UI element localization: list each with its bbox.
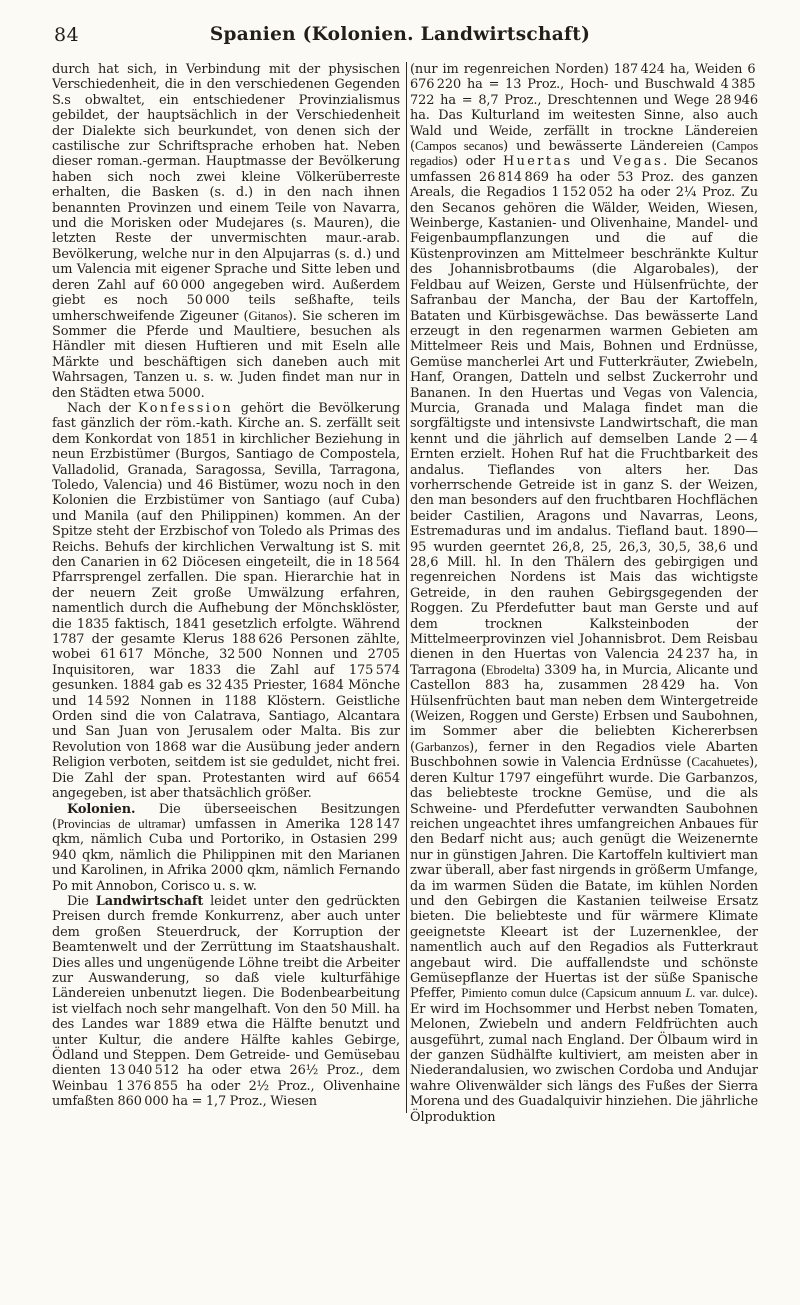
text-segment: Pimiento comun dulce (Capsicum annuum (461, 986, 686, 1001)
text-segment: ), ferner in den Regadios viele Abarten Buschbohnen sowie in Valencia Erdnüsse ( (410, 739, 758, 771)
right-column (410, 62, 758, 1125)
text-segment: var. dulce) (695, 986, 754, 1001)
text-segment: . Die Secanos umfassen 26 814 869 ha oder 53 Proz. des ganzen Areals, die Regadios 1 152 052 ha oder 2¼ Proz. Zu den Secanos gehören die Wälder, Weiden, Wiesen, Weinberge, Kastanien- und Olivenhaine, Mandel- und Feigenbaumpflanzungen und die auf die Küstenprovinzen am Mittelmeer beschränkte Kultur des Johannisbrotbaums (die Algarobales), der Feldbau auf Weizen, Gerste und Hülsenfrüchte, der Safranbau der Mancha, der Bau der Kartoffeln, Bataten und Kürbisgewächse. Das bewässerte Land erzeugt in den regenarmen warmen Gebieten am Mittelmeer Reis und Mais, Bohnen und Erdnüsse, Gemüse mancherlei Art und Futterkräuter, Zwiebeln, Hanf, Orangen, Datteln und selbst Zuckerrohr und Bananen. In den Huertas und Vegas von Valencia, Murcia, Granada und Malaga findet man die sorgfältigste und intensivste Landwirtschaft, die man kennt und die jährlich auf demselben Lande 2 — 4 Ernten erzielt. Hohen Ruf hat die Fruchtbarkeit des andalus. Tieflandes von alters her. Das vorherrschende Getreide ist in ganz S. der Weizen, den man besonders auf den fruchtbaren Hochflächen beider Castilien, Aragons und Navarras, Leons, Estremaduras und im andalus. Tiefland baut. 1890—95 wurden geerntet 26,8, 25, 26,3, 30,5, 38,6 und 28,6 Mill. hl. In den Thälern des gebirgigen und regenreichen Nordens ist Mais das wichtigste Getreide, in den rauhen Gebirgsgegenden der Roggen. Zu Pferdefutter baut man Gerste und auf dem trocknen Kalksteinboden der Mittelmeerprovinzen viel Johannisbrot. Dem Reisbau dienen in den Huertas von Valencia 24 237 ha, in Tarragona ( (410, 154, 758, 678)
text-segment: Kolonien. (67, 801, 136, 817)
text-segment: Gitanos (248, 308, 288, 323)
text-segment: ) 3309 ha, in Murcia, Alicante und Castellon 883 ha, zusammen 28 429 ha. Von Hülsenfrüchten baut man neben dem Wintergetreide (Weizen, Roggen und Gerste) Erbsen und Saubohnen, im Sommer aber die beliebten Kichererbsen ( (410, 662, 758, 755)
text-segment: Landwirtschaft (95, 893, 204, 909)
text-columns (0, 60, 800, 1125)
text-segment: und (572, 154, 613, 170)
text-segment: Die überseeischen Besitzungen ( (52, 801, 400, 832)
text-segment: gehört die Bevölkerung fast gänzlich der röm.-kath. Kirche an. S. zerfällt seit dem Konkordat von 1851 in kirchlicher Beziehung in neun Erzbistümer (Burgos, Santiago de Compostela, Valladolid, Granada, Saragossa, Sevilla, Tarragona, Toledo, Valencia) und 46 Bistümer, wozu noch in den Kolonien die Erzbistümer von Santiago (auf Cuba) und Manila (auf den Philippinen) kommen. An der Spitze steht der Erzbischof von Toledo als Primas des Reichs. Behufs der kirchlichen Verwaltung ist S. mit den Canarien in 62 Diöcesen eingeteilt, die in 18 564 Pfarrsprengel zerfallen. Die span. Hierarchie hat in der neuern Zeit große Umwälzung erfahren, namentlich durch die Aufhebung der Mönchsklöster, die 1835 faktisch, 1841 gesetzlich erfolgte. Während 1787 der gesamte Klerus 188 626 Personen zählte, wobei 61 617 Mönche, 32 500 Nonnen und 2705 Inquisitoren, war 1833 die Zahl auf 175 574 gesunken. 1884 gab es 32 435 Priester, 1684 Mönche und 14 592 Nonnen in 1188 Klöstern. Geistliche Orden sind die von Calatrava, Santiago, Alcantara und San Juan von Jerusalem oder Malta. Bis zur Revolution von 1868 war die Ausübung jeder andern Religion verboten, seitdem ist sie geduldet, nicht frei. Die Zahl der span. Protestanten wird auf 6654 angegeben, ist aber thatsächlich größer. (52, 400, 400, 802)
page-number: 84 (54, 24, 80, 46)
text-segment: Cacahuetes (691, 755, 750, 770)
paragraph (52, 802, 400, 894)
paragraph (52, 894, 400, 1110)
text-segment: ). Sie scheren im Sommer die Pferde und Maultiere, besuchen als Händler mit diesen Huftieren und mit Eseln alle Märkte und beschäftigen sich daneben auch mit Wahrsagen, Tanzen u. s. w. Juden findet man nur in den Städten etwa 5000. (52, 308, 400, 401)
text-segment: ) oder (452, 154, 503, 170)
text-segment: leidet unter den gedrückten Preisen durch fremde Konkurrenz, aber auch unter dem großen Steuerdruck, der Korruption der Beamtenwelt und der Zerrüttung im Staatshaushalt. Dies alles und ungenügende Löhne treibt die Arbeiter zur Auswanderung, so daß viele kulturfähige Ländereien unbenutzt liegen. Die Bodenbearbeitung ist vielfach noch sehr mangelhaft. Von den 50 Mill. ha des Landes war 1889 etwa die Hälfte benutzt und unter Kultur, die andere Hälfte kahles Gebirge, Ödland und Steppen. Dem Getreide- und Gemüsebau dienten 13 040 512 ha oder etwa 26½ Proz., dem Weinbau 1 376 855 ha oder 2½ Proz., Olivenhaine umfaßten 860 000 ha = 1,7 Proz., Wiesen (52, 893, 400, 1110)
text-segment: Provincias de ultramar (56, 816, 182, 831)
text-segment: Vegas (612, 154, 664, 170)
text-segment: Ebrodelta (485, 662, 535, 677)
paragraph (410, 62, 758, 1125)
text-segment: Konfession (138, 400, 234, 416)
page-title: Spanien (Kolonien. Landwirtschaft) (209, 24, 591, 45)
text-segment: ), deren Kultur 1797 eingeführt wurde. Die Garbanzos, das beliebteste trockne Gemüse, und die als Schweine- und Pferdefutter verwandten Saubohnen reichen ungeachtet ihres umfangreichen Anbaues für den Bedarf nicht aus; auch genügt die Weizenernte nur in günstigen Jahren. Die Kartoffeln kultiviert man zwar überall, aber fast nirgends in größerm Umfange, da im warmen Süden die Batate, im kühlen Norden und den Gebirgen die Kastanien teilweise Ersatz bieten. Die beliebteste und für wärmere Klimate geeignetste Kleeart ist der Luzernenklee, der namentlich auch auf den Regadios als Futterkraut angebaut wird. Die auffallendste und schönste Gemüsepflanze der Huertas ist der süße Spanische Pfeffer, (410, 755, 758, 1002)
text-segment: durch hat sich, in Verbindung mit der physischen Verschiedenheit, die in den verschiedenen Gegenden S.s obwaltet, ein entschiedener Provinzialismus gebildet, der hauptsächlich in der Verschiedenheit der Dialekte sich beurkundet, von denen sich der castilische zur Schriftsprache erhoben hat. Neben dieser roman.-german. Hauptmasse der Bevölkerung haben sich noch zwei kleine Völkerüberreste erhalten, die Basken (s. d.) in den nach ihnen benannten Provinzen und einem Teile von Navarra, und die Morisken oder Mudejares (s. Mauren), die letzten Reste der unvermischten maur.-arab. Bevölkerung, welche nur in den Alpujarras (s. d.) und um Valencia mit eigener Sprache und Sitte leben und deren Zahl auf 60 000 angegeben wird. Außerdem giebt es noch 50 000 teils seßhafte, teils umherschweifende Zigeuner ( (52, 62, 400, 324)
left-column (52, 62, 400, 1125)
page-header (0, 0, 800, 60)
text-segment: Nach der (67, 400, 139, 416)
text-segment: Garbanzos (414, 739, 470, 754)
column-divider (406, 62, 407, 1113)
text-segment: Die (67, 893, 96, 909)
paragraph (52, 401, 400, 802)
text-segment: Campos secanos (414, 139, 504, 154)
text-segment: (nur im regenreichen Norden) 187 424 ha, Weiden 6 676 220 ha = 13 Proz., Hoch- und Buschwald 4 385 722 ha = 8,7 Proz., Dreschtennen und Wege 28 946 ha. Das Kulturland im weitesten Sinne, also auch Wald und Weide, zerfällt in trockne Ländereien ( (410, 62, 758, 155)
paragraph (52, 62, 400, 401)
text-segment: Campos regadios (410, 139, 758, 169)
text-segment: Huertas (502, 154, 573, 170)
text-segment: ) und bewässerte Ländereien ( (503, 139, 717, 155)
text-segment: ) umfassen in Amerika 128 147 qkm, nämlich Cuba und Portoriko, in Ostasien 299 940 qkm, nämlich die Philippinen mit den Marianen und Karolinen, in Afrika 2000 qkm, nämlich Fernando Po mit Annobon, Corisco u. s. w. (52, 816, 400, 894)
text-segment: . Er wird im Hochsommer und Herbst neben Tomaten, Melonen, Zwiebeln und andern Feldfrüchten auch ausgeführt, zumal nach England. Der Ölbaum wird in der ganzen Südhälfte kultiviert, am meisten aber in Niederandalusien, wo zwischen Cordoba und Andujar wahre Olivenwälder sich längs des Fußes der Sierra Morena und des Guadalquivir hinziehen. Die jährliche Ölproduktion (410, 986, 758, 1125)
text-segment: L. (685, 986, 696, 1001)
